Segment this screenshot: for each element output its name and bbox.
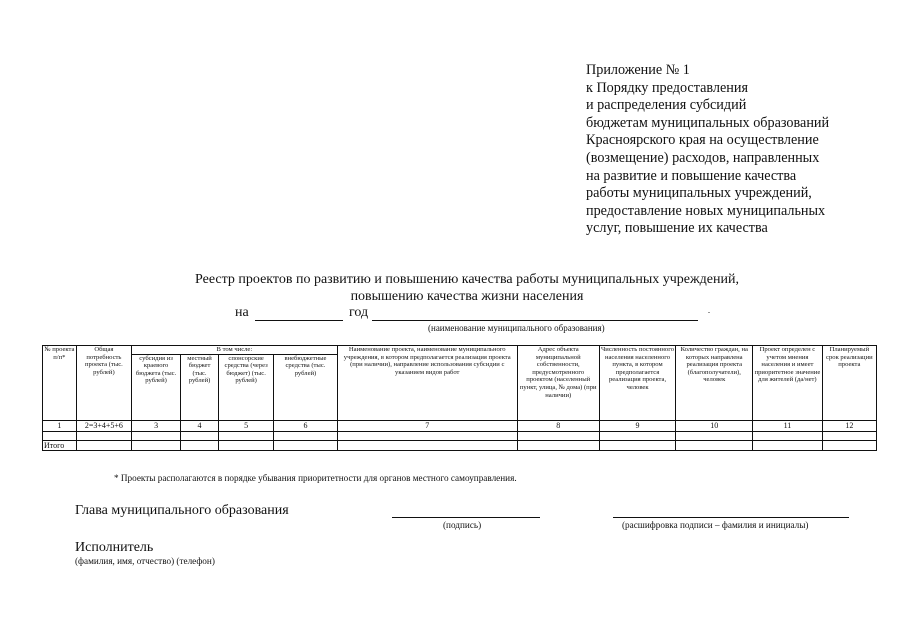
year-blank — [255, 320, 343, 321]
number-cell: 3 — [132, 420, 181, 431]
municipality-caption: (наименование муниципального образования) — [428, 323, 605, 333]
head-label: Глава муниципального образования — [75, 503, 289, 518]
number-cell: 4 — [181, 420, 219, 431]
appendix-line: к Порядку предоставления — [586, 79, 748, 96]
signature-caption: (подпись) — [443, 520, 482, 530]
number-cell: 9 — [599, 420, 676, 431]
total-label: Итого — [43, 440, 77, 450]
scan-mark — [708, 312, 710, 313]
appendix-line: предоставление новых муниципальных — [586, 202, 826, 219]
header-cell: В том числе: — [132, 346, 338, 355]
title-line-1: Реестр проектов по развитию и повышению качества работы муниципальных учреждений, — [195, 272, 739, 287]
appendix-line: Приложение № 1 — [586, 62, 690, 78]
header-cell: Количество граждан, на которых направлена реализация проекта (благополучатели), человек — [676, 346, 753, 421]
title-line-2: повышению качества жизни населения — [350, 289, 584, 304]
header-cell: Проект определен с учетом мнения населения и имеет приоритетное значение для жителей (да/нет) — [753, 346, 823, 421]
header-cell: спонсорские средства (через бюджет) (тыс. рублей) — [218, 354, 273, 420]
appendix-line: бюджетам муниципальных образований — [586, 114, 830, 131]
number-cell: 11 — [753, 420, 823, 431]
number-cell: 7 — [337, 420, 517, 431]
header-cell: субсидия из краевого бюджета (тыс. рублей) — [132, 354, 181, 420]
header-cell: Общая потребность проекта (тыс. рублей) — [76, 346, 131, 421]
number-cell: 12 — [822, 420, 876, 431]
appendix-line: работы муниципальных учреждений, — [586, 185, 812, 202]
number-cell: 1 — [43, 420, 77, 431]
signature-line — [392, 517, 540, 518]
appendix-line: Красноярского края на осуществление — [586, 132, 819, 149]
appendix-line: (возмещение) расходов, направленных — [586, 149, 820, 166]
executor-label: Исполнитель — [75, 540, 154, 555]
header-cell: Адрес объекта муниципальной собственности, предусмотренного проектом (населенный пункт, улица, № дома) (при наличии) — [517, 346, 599, 421]
decoding-caption: (расшифровка подписи – фамилия и инициалы) — [622, 520, 809, 530]
appendix-block — [586, 62, 829, 238]
table-header-row — [43, 346, 877, 355]
header-cell: № проекта п/п* — [43, 346, 77, 421]
footnote: * Проекты располагаются в порядке убывания приоритетности для органов местного самоуправления. — [114, 473, 517, 483]
number-cell: 5 — [218, 420, 273, 431]
table-total-row — [43, 440, 877, 450]
number-cell: 8 — [517, 420, 599, 431]
number-cell: 6 — [274, 420, 337, 431]
appendix-line: и распределения субсидий — [586, 97, 747, 114]
registry-table — [42, 345, 877, 451]
header-cell: Наименование проекта, наименование муниципального учреждения, в котором предполагается реализация проекта (при наличии), направление использования субсидии с указанием видов работ — [337, 346, 517, 421]
na-label: на — [235, 305, 249, 320]
header-cell: внебюджетные средства (тыс. рублей) — [274, 354, 337, 420]
header-cell: Численность постоянного населения населенного пункта, в котором предполагается реализация проекта, человек — [599, 346, 676, 421]
god-label: год — [349, 305, 369, 320]
municipality-blank — [372, 320, 698, 321]
executor-caption: (фамилия, имя, отчество) (телефон) — [75, 556, 215, 566]
header-cell: местный бюджет (тыс. рублей) — [181, 354, 219, 420]
decoding-line — [613, 517, 849, 518]
header-cell: Планируемый срок реализации проекта — [822, 346, 876, 421]
table-row — [43, 431, 877, 440]
table-number-row — [43, 420, 877, 431]
appendix-line: услуг, повышение их качества — [586, 220, 768, 237]
document-title — [0, 271, 904, 305]
number-cell: 10 — [676, 420, 753, 431]
appendix-line: на развитие и повышение качества — [586, 167, 797, 184]
number-cell: 2=3+4+5+6 — [76, 420, 131, 431]
